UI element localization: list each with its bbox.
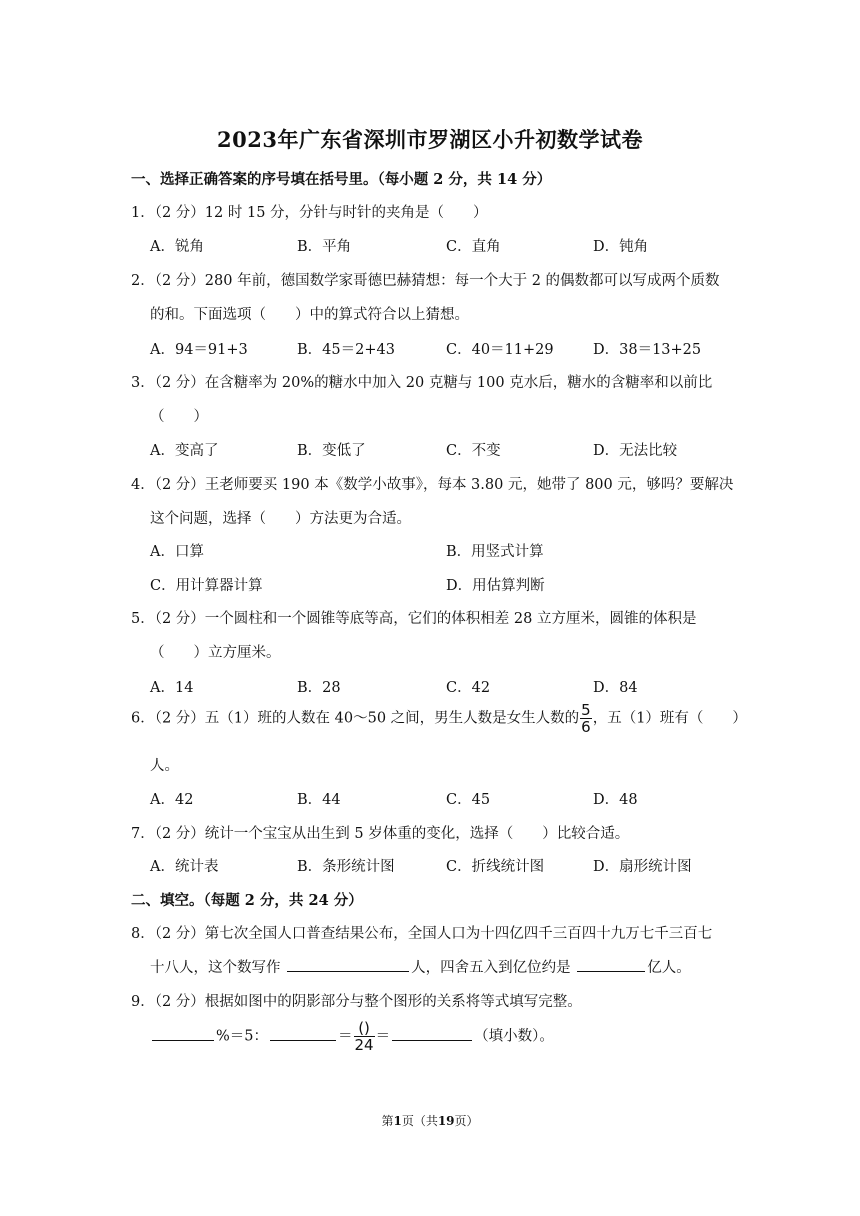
q1-option-c: C．直角 [446,239,501,255]
question-6-text-a: 6．（2 分）五（1）班的人数在 40～50 之间，男生人数是女生人数的 [131,710,580,727]
q6-option-a: A．42 [150,792,194,808]
q7-option-d: D．扇形统计图 [593,859,692,875]
q3-option-b: B．变低了 [297,443,366,459]
q2-option-c: C．40＝11+29 [446,342,554,358]
question-1: 1．（2 分）12 时 15 分，分针与时针的夹角是（ ） [131,205,488,221]
question-2-cont: 的和。下面选项（ ）中的算式符合以上猜想。 [150,307,469,323]
fraction-numerator: 5 [581,701,591,719]
q1-option-a: A．锐角 [150,239,204,255]
q8-answer-blank-1[interactable] [287,957,409,972]
question-5: 5．（2 分）一个圆柱和一个圆锥等底等高，它们的体积相差 28 立方厘米，圆锥的体积是 [131,611,697,627]
question-3: 3．（2 分）在含糖率为 20%的糖水中加入 20 克糖与 100 克水后，糖水的含糖率和以前比 [131,375,713,391]
q5-option-b: B．28 [297,680,341,696]
q3-option-a: A．变高了 [150,443,219,459]
q7-option-b: B．条形统计图 [297,859,395,875]
q1-option-d: D．钝角 [593,239,649,255]
question-3-cont: （ ） [150,409,208,425]
footer-prefix: 第 [381,1114,394,1128]
q9-equals-2: ＝ [375,1028,391,1045]
q7-option-a: A．统计表 [150,859,219,875]
q9-blank-percent[interactable] [152,1026,214,1041]
footer-page-number: 1 [393,1114,402,1128]
q9-equals-1: ＝ [338,1028,353,1045]
q8-text-b: 人，四舍五入到亿位约是 [411,960,571,976]
footer-mid: 页（共 [401,1114,438,1128]
q3-option-d: D．无法比较 [593,443,678,459]
q2-option-b: B．45＝2+43 [297,342,395,358]
q9-percent-text: %＝5： [216,1028,269,1045]
q9-blank-ratio[interactable] [270,1026,336,1041]
page-footer [0,1112,860,1129]
q6-option-d: D．48 [593,792,638,808]
question-6 [131,702,747,735]
q1-option-b: B．平角 [297,239,352,255]
q9-fraction-denominator: 24 [354,1036,374,1054]
question-9: 9．（2 分）根据如图中的阴影部分与整个图形的关系将等式填写完整。 [131,994,582,1010]
q8-answer-blank-2[interactable] [577,957,645,972]
q4-option-b: B．用竖式计算 [446,544,544,560]
question-7: 7．（2 分）统计一个宝宝从出生到 5 岁体重的变化，选择（ ）比较合适。 [131,826,630,842]
q9-fraction [354,1020,375,1053]
q9-fraction-numerator[interactable]: () [358,1019,370,1037]
question-6-cont: 人。 [150,758,179,774]
question-8-cont [150,956,691,977]
q4-option-c: C．用计算器计算 [150,578,263,594]
question-8: 8．（2 分）第七次全国人口普查结果公布，全国人口为十四亿四千三百四十九万七千三百七 [131,926,713,942]
q9-note: （填小数）。 [474,1028,554,1045]
q2-option-d: D．38＝13+25 [593,342,702,358]
q3-option-c: C．不变 [446,443,501,459]
footer-total-pages: 19 [437,1114,455,1128]
q2-option-a: A．94＝91+3 [150,342,248,358]
q5-option-d: D．84 [593,680,638,696]
q6-option-b: B．44 [297,792,341,808]
footer-suffix: 页） [454,1114,479,1128]
page-title: 2023年广东省深圳市罗湖区小升初数学试卷 [217,127,643,152]
q5-option-a: A．14 [150,680,194,696]
question-5-cont: （ ）立方厘米。 [150,645,281,661]
q4-option-d: D．用估算判断 [446,578,545,594]
q5-option-c: C．42 [446,680,491,696]
question-9-equation [150,1020,554,1053]
fraction-five-sixths [580,702,592,735]
question-2: 2．（2 分）280 年前，德国数学家哥德巴赫猜想：每一个大于 2 的偶数都可以写成两个质数 [131,273,720,289]
section-heading-fill: 二、填空。（每题 2 分，共 24 分） [131,892,363,909]
q8-text-a: 十八人，这个数写作 [150,960,281,976]
q7-option-c: C．折线统计图 [446,859,545,875]
q9-blank-decimal[interactable] [392,1026,472,1041]
question-6-text-b: ，五（1）班有（ ） [592,710,747,727]
question-4: 4．（2 分）王老师要买 190 本《数学小故事》，每本 3.80 元，她带了 800 元，够吗？要解决 [131,477,734,493]
fraction-denominator: 6 [581,718,591,736]
section-heading-choice: 一、选择正确答案的序号填在括号里。（每小题 2 分，共 14 分） [131,171,552,188]
q8-text-c: 亿人。 [647,960,691,976]
question-4-cont: 这个问题，选择（ ）方法更为合适。 [150,511,411,527]
q6-option-c: C．45 [446,792,491,808]
q4-option-a: A．口算 [150,544,204,560]
